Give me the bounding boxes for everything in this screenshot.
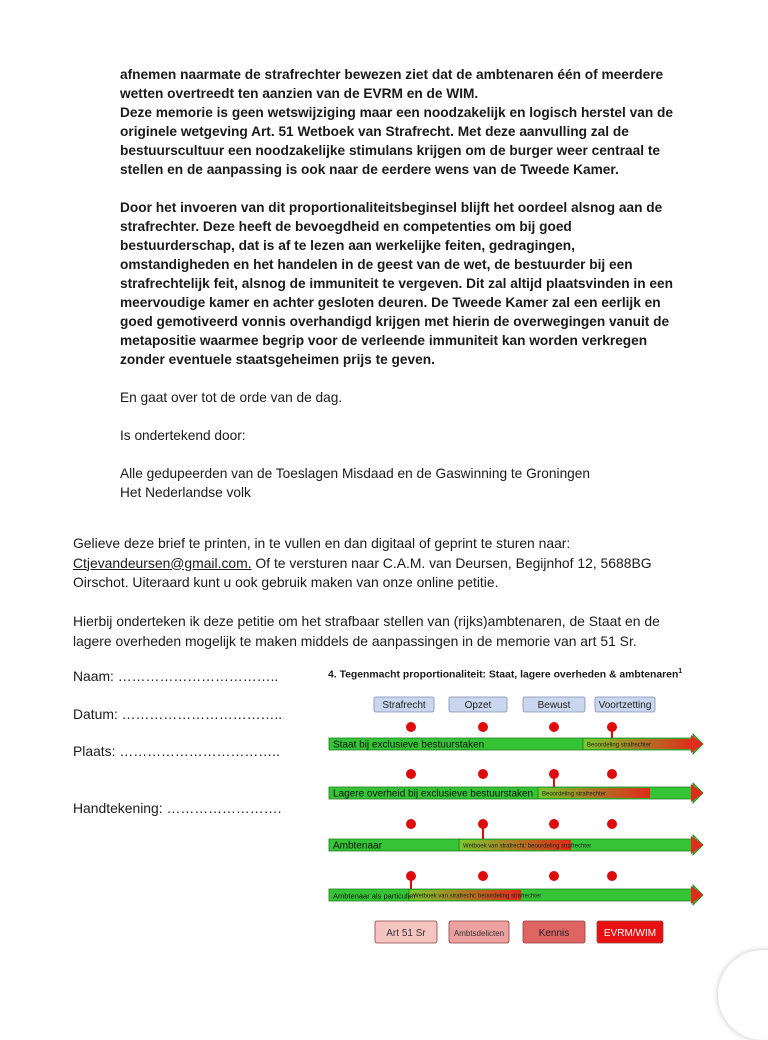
- row-tail-label: Beoordeling strafrechter: [542, 791, 607, 798]
- red-dot: [406, 819, 416, 829]
- text-line: afnemen naarmate de strafrechter bewezen ziet dat de ambtenaren één of meerdere: [120, 67, 664, 82]
- page-corner-button[interactable]: [718, 950, 768, 1040]
- red-dot: [478, 871, 488, 881]
- row-label: Lagere overheid bij exclusieve bestuurstaken: [333, 788, 534, 800]
- signatory: Het Nederlandse volk: [120, 485, 251, 500]
- red-dot: [549, 722, 559, 732]
- sign-statement-line: lagere overheden mogelijk te maken middels de aanpassingen in de memorie van art 51 Sr.: [73, 632, 637, 649]
- row-tail-label: Wetboek van strafrecht: beoordeling strafrechter: [463, 843, 592, 850]
- top-label-text: Opzet: [464, 700, 492, 711]
- text-line: meervoudige kamer en achter gesloten deuren. De Tweede Kamer zal een eerlijk en: [120, 295, 661, 310]
- diagram-title-number: 4.: [328, 669, 337, 681]
- memorie-text: [120, 65, 700, 502]
- letter-instructions: [73, 534, 703, 651]
- memorie-paragraph-2: [120, 198, 700, 369]
- bottom-label-text: EVRM/WIM: [603, 928, 657, 939]
- top-label-text: Strafrecht: [382, 700, 426, 711]
- row-label: Ambtenaar als particulier: [333, 891, 416, 901]
- naam-field[interactable]: Naam: ……………………………..: [73, 668, 279, 684]
- text-line: zonder eventuele staatsgeheimen prijs te geven.: [120, 352, 435, 367]
- bottom-label-text: Kennis: [538, 928, 570, 939]
- text-line: Deze memorie is geen wetswijziging maar een noodzakelijk en logisch herstel van de: [120, 105, 674, 120]
- diagram-canvas: [325, 668, 705, 953]
- text-line: originele wetgeving Art. 51 Wetboek van Strafrecht. Met deze aanvulling zal de: [120, 124, 629, 139]
- text-line: strafrechtelijk feit, alsnog de immuniteit te vergeven. Dit zal altijd plaatsvinden in een: [120, 276, 673, 291]
- red-dot: [478, 722, 488, 732]
- text-line: bestuurderschap, dat is af te lezen aan werkelijke feiten, gedragingen,: [120, 238, 575, 253]
- instruction-line: Gelieve deze brief te printen, in te vullen en dan digitaal of geprint te sturen naar:: [73, 535, 571, 551]
- red-dot: [406, 769, 416, 779]
- top-label-text: Bewust: [537, 700, 571, 711]
- footnote-marker: 1: [678, 668, 683, 675]
- row-label: Staat bij exclusieve bestuurstaken: [333, 739, 485, 751]
- red-dot: [549, 871, 559, 881]
- text-line: strafrechter. Deze heeft de bevoegdheid en competenties om bij goed: [120, 219, 572, 234]
- sign-statement-line: Hierbij onderteken ik deze petitie om het strafbaar stellen van (rijks)ambtenaren, de Staat en de: [73, 613, 660, 629]
- diagram-title-text: Tegenmacht proportionaliteit: Staat, lagere overheden & ambtenaren: [339, 669, 679, 681]
- address-text: Of te versturen naar C.A.M. van Deursen, Begijnhof 12, 5688BG: [251, 554, 652, 571]
- text-line: stellen en de aanpassing is ook naar de eerdere wens van de Tweede Kamer.: [120, 162, 619, 177]
- instruction-line: Oirschot. Uiteraard kunt u ook gebruik maken van onze online petitie.: [73, 574, 499, 590]
- red-dot: [406, 722, 416, 732]
- red-dot: [607, 871, 617, 881]
- closing-line: En gaat over tot de orde van de dag.: [120, 390, 343, 405]
- text-line: metapositie waarmee begrip voor de verleende immuniteit kan worden verkregen: [120, 333, 648, 348]
- signatory: Alle gedupeerden van de Toeslagen Misdaad en de Gaswinning te Groningen: [120, 466, 591, 481]
- text-line: omstandigheden en het handelen in de geest van de wet, de bestuurder bij een: [120, 257, 633, 272]
- bottom-label-text: Art 51 Sr: [386, 928, 426, 939]
- instruction-line: [73, 554, 703, 574]
- row-tail-label: Beoordeling strafrechter: [587, 742, 652, 749]
- text-line: wetten overtreedt ten aanzien van de EVRM en de WIM.: [120, 86, 479, 101]
- row-label: Ambtenaar: [333, 840, 382, 852]
- text-line: Door het invoeren van dit proportionaliteitsbeginsel blijft het oordeel alsnog aan de: [120, 200, 663, 215]
- red-dot: [607, 819, 617, 829]
- red-dot: [607, 769, 617, 779]
- text-line: bestuurscultuur een noodzakelijke stimulans krijgen om de burger weer centraal te: [120, 143, 661, 158]
- red-dot: [478, 769, 488, 779]
- datum-field[interactable]: Datum: ……………………………..: [73, 706, 283, 722]
- red-dot: [549, 819, 559, 829]
- plaats-field[interactable]: Plaats: ……………………………..: [73, 743, 280, 759]
- row-tail-label: Wetboek van strafrecht: beoordeling strafrechter: [413, 893, 542, 900]
- bottom-label-text: Ambtsdelicten: [453, 929, 505, 938]
- text-line: goed gemotiveerd vonnis overhandigd krijgen met hierin de overwegingen vanuit de: [120, 314, 670, 329]
- proportionaliteit-diagram: [325, 668, 705, 953]
- signed-by-line: Is ondertekend door:: [120, 428, 246, 443]
- top-label-text: Voortzetting: [598, 700, 652, 711]
- email-link[interactable]: Ctjevandeursen@gmail.com.: [73, 554, 252, 571]
- memorie-paragraph-1: [120, 65, 700, 179]
- handtekening-field[interactable]: Handtekening: …………………….: [73, 800, 282, 816]
